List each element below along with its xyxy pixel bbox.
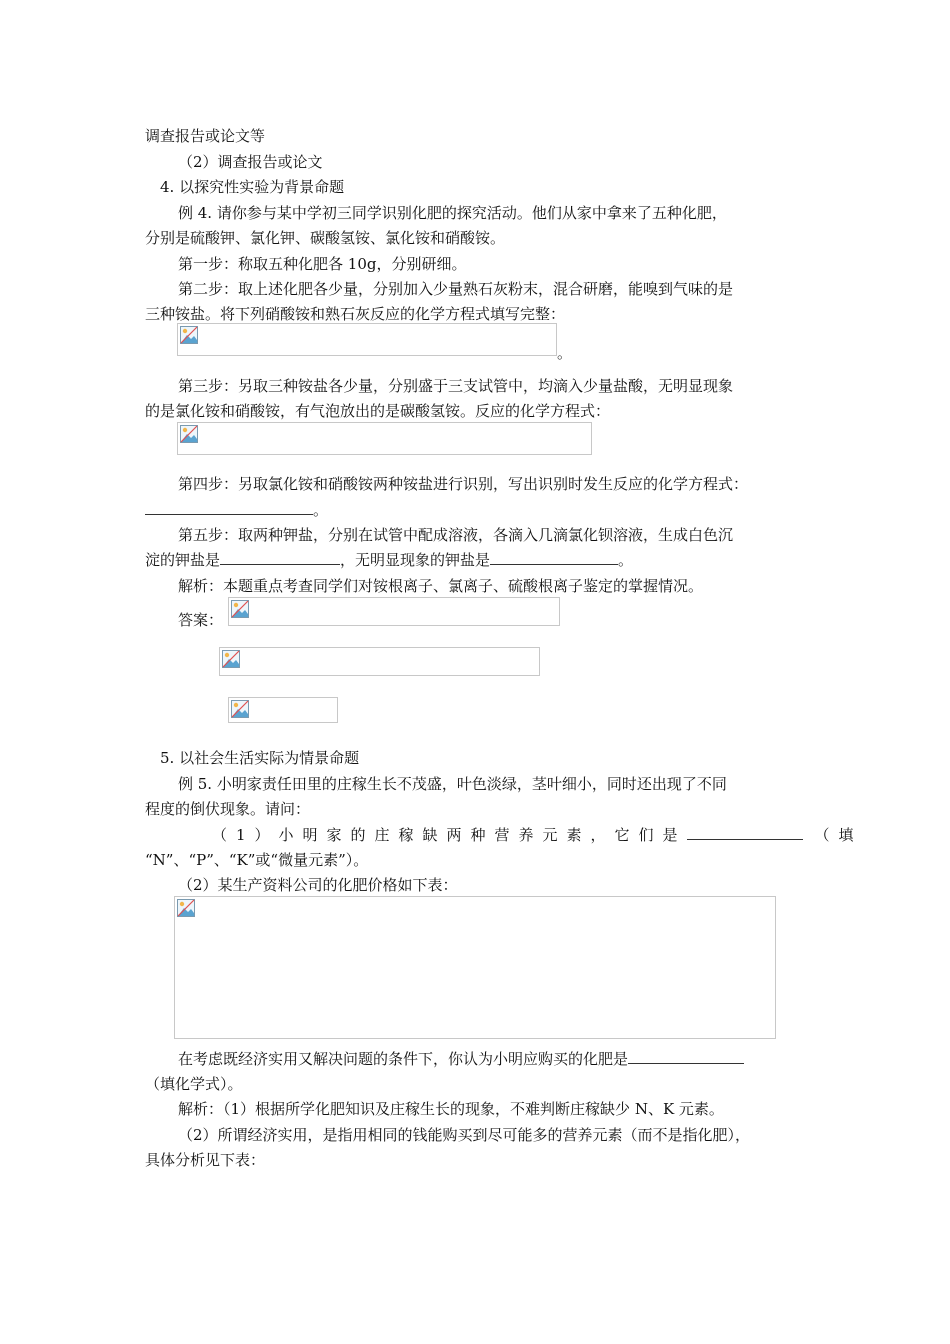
analysis-text: （2）所谓经济实用，是指用相同的钱能购买到尽可能多的营养元素（而不是指化肥），: [178, 1126, 751, 1144]
text-line: （2）调查报告或论文: [178, 153, 323, 171]
answer-blank: [220, 550, 340, 565]
text-line: 第二步：取上述化肥各少量，分别加入少量熟石灰粉末，混合研磨，能嗅到气味的是: [178, 280, 734, 298]
price-table-image: [174, 896, 776, 1039]
text-line: （2）某生产资料公司的化肥价格如下表：: [178, 876, 458, 894]
section-heading: 4. 以探究性实验为背景命题: [160, 178, 345, 196]
answer-image: [228, 697, 338, 723]
answer-image: [219, 647, 540, 676]
text-line: 第三步：另取三种铵盐各少量，分别盛于三支试管中，均滴入少量盐酸，无明显现象: [178, 377, 734, 395]
text-line: （1）小明家的庄稼缺两种营养元素，它们是 （填: [212, 826, 863, 844]
text-line: 三种铵盐。将下列硝酸铵和熟石灰反应的化学方程式填写完整：: [145, 305, 566, 323]
text-line: （填化学式）。: [145, 1075, 243, 1093]
text-line: 的是氯化铵和硝酸铵，有气泡放出的是碳酸氢铵。反应的化学方程式：: [145, 402, 611, 420]
section-heading: 5. 以社会生活实际为情景命题: [160, 749, 360, 767]
broken-image-icon: [177, 899, 195, 917]
text-line: 淀的钾盐是 ，无明显现象的钾盐是 。: [145, 551, 634, 569]
text-line: 第五步：取两种钾盐，分别在试管中配成溶液，各滴入几滴氯化钡溶液，生成白色沉: [178, 526, 734, 544]
answer-image: [228, 597, 560, 626]
text-line: 程度的倒伏现象。请问：: [145, 800, 311, 818]
text-line: 例 4. 请你参与某中学初三同学识别化肥的探究活动。他们从家中拿来了五种化肥，: [178, 204, 727, 222]
analysis-text: 解析：（1）根据所学化肥知识及庄稼生长的现象，不难判断庄稼缺少 N、K 元素。: [178, 1100, 724, 1118]
answer-blank: [490, 550, 618, 565]
text-line: “N”、“P”、“K”或“微量元素”）。: [145, 851, 369, 869]
text-line: 例 5. 小明家责任田里的庄稼生长不茂盛，叶色淡绿，茎叶细小，同时还出现了不同: [178, 775, 727, 793]
broken-image-icon: [222, 650, 240, 668]
equation-image: [177, 323, 557, 356]
text-line: 具体分析见下表：: [145, 1151, 266, 1169]
broken-image-icon: [231, 600, 249, 618]
text-line: 在考虑既经济实用又解决问题的条件下，你认为小明应购买的化肥是: [178, 1049, 744, 1069]
text-line: 调查报告或论文等: [145, 127, 266, 145]
text-line: 第一步：称取五种化肥各 10g，分别研细。: [178, 255, 467, 273]
broken-image-icon: [180, 326, 198, 344]
text-line: 。: [145, 500, 328, 520]
equation-image: [177, 422, 592, 455]
text-line: 第四步：另取氯化铵和硝酸铵两种铵盐进行识别，写出识别时发生反应的化学方程式：: [178, 475, 749, 493]
answer-blank: [628, 1049, 744, 1064]
broken-image-icon: [231, 700, 249, 718]
analysis-text: 解析：本题重点考查同学们对铵根离子、氯离子、硫酸根离子鉴定的掌握情况。: [178, 577, 704, 595]
answer-blank: [687, 825, 803, 840]
answer-label: 答案：: [178, 611, 224, 629]
text-line: 。: [557, 344, 573, 362]
text-line: 分别是硫酸钾、氯化钾、碳酸氢铵、氯化铵和硝酸铵。: [145, 229, 506, 247]
broken-image-icon: [180, 425, 198, 443]
answer-blank: [145, 500, 313, 515]
